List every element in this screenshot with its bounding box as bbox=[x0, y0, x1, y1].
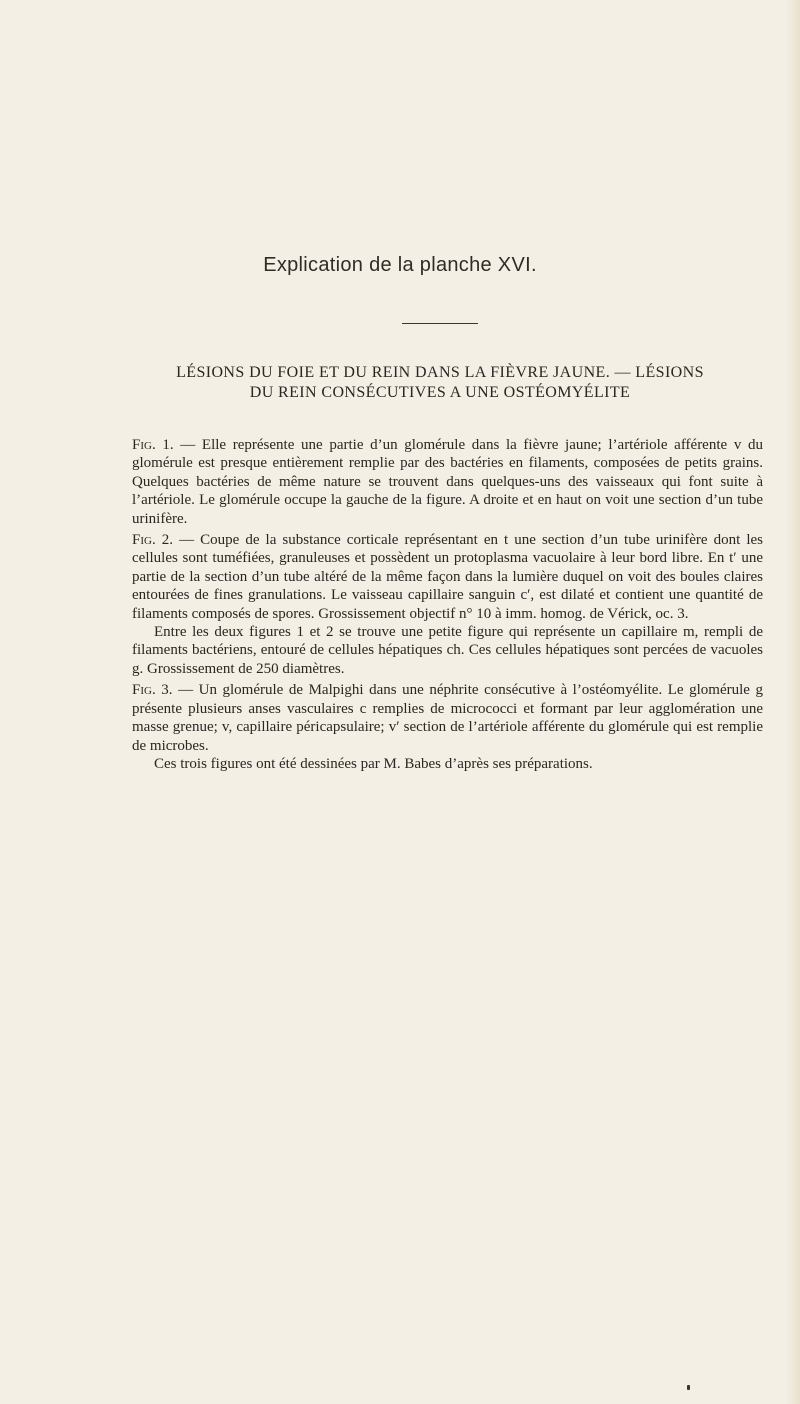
intermediate-figure-note: Entre les deux figures 1 et 2 se trouve une petite figure qui représente un capillaire m, rempli de filaments bactériens, entouré de cellules hépatiques ch. Ces cellules hépatiques sont percées de vacuoles g. Grossissement de 250 diamètres. bbox=[132, 624, 763, 677]
figure-2-label: Fig. 2. bbox=[132, 532, 174, 549]
figure-2-text: — Coupe de la substance corticale représentant en t une section d’un tube urinifère dont les cellules sont tuméfiées, granuleuses et possèdent un protoplasma vacuolaire à leur bord libre. En t′ une partie de la section d’un tube altéré de la même façon dans la lumière duquel on voit des boules claires entourées de fines granulations. Le vaisseau capillaire sanguin c′, est dilaté et contient une quantité de filaments composés de spores. Grossissement objectif n° 10 à imm. homog. de Vérick, oc. 3. bbox=[132, 532, 764, 622]
plate-heading: Explication de la planche XVI. bbox=[263, 254, 537, 276]
figure-1-caption bbox=[132, 436, 763, 528]
subtitle-line-1: LÉSIONS DU FOIE ET DU REIN DANS LA FIÈVRE JAUNE. — LÉSIONS bbox=[176, 364, 704, 381]
figure-1-label: Fig. 1. bbox=[132, 437, 174, 453]
page-edge-shadow bbox=[786, 0, 800, 1404]
figure-2-caption bbox=[132, 531, 763, 623]
plate-explanation bbox=[132, 436, 763, 773]
figure-3-text: — Un glomérule de Malpighi dans une néphrite consécutive à l’ostéomyélite. Le glomérule g présente plusieurs anses vasculaires c remplies de micrococci et formant par leur agglomération une masse grenue; v, capillaire péricapsulaire; v′ section de l’artériole afférente du glomérule qui est remplie de microbes. bbox=[132, 682, 763, 754]
page-mark bbox=[687, 1385, 690, 1390]
figure-1-text: — Elle représente une partie d’un glomérule dans la fièvre jaune; l’artériole afférente v du glomérule est presque entièrement remplie par des bactéries en filaments, composées de petits grains. Quelques bactéries de même nature se trouvent dans quelques-uns des vaisseaux qui font suite à l’artériole. Le glomérule occupe la gauche de la figure. A droite et en haut on voit une section d’un tube urinifère. bbox=[132, 437, 763, 527]
figure-3-caption bbox=[132, 681, 763, 755]
heading-divider bbox=[402, 323, 478, 324]
figure-3-label: Fig. 3. bbox=[132, 682, 173, 699]
plate-subtitle bbox=[120, 363, 760, 403]
subtitle-line-2: DU REIN CONSÉCUTIVES A UNE OSTÉOMYÉLITE bbox=[249, 384, 631, 401]
illustration-credits: Ces trois figures ont été dessinées par M. Babes d’après ses préparations. bbox=[154, 755, 593, 772]
